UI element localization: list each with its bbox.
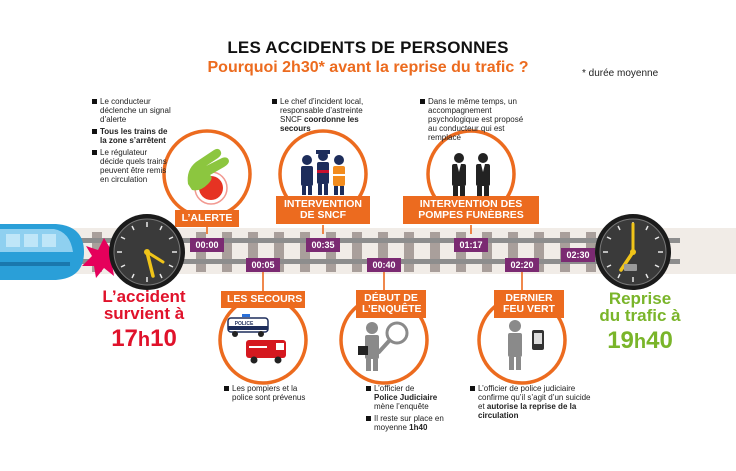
sncf-note: Le chef d’incident local, responsable d’astreinte SNCF coordonne les secours	[272, 97, 370, 133]
end-text	[580, 290, 700, 357]
end-time: 19h40	[607, 327, 673, 354]
page-title: LES ACCIDENTS DE PERSONNES	[227, 38, 509, 57]
step-alerte-label: L’ALERTE	[175, 210, 239, 227]
train-icon	[0, 224, 84, 280]
time-tag: 01:17	[454, 238, 488, 252]
sncf-notes	[272, 97, 370, 136]
pompes-notes	[420, 97, 530, 145]
start-line-1: L’accident	[102, 287, 186, 306]
secours-note: Les pompiers et la police sont prévenus	[224, 384, 316, 402]
step-feu-label: DERNIER FEU VERT	[494, 290, 564, 318]
start-line-2: survient à	[103, 304, 185, 323]
enquete-notes	[366, 384, 444, 435]
step-secours-label: LES SECOURS	[221, 291, 305, 308]
time-tag: 00:00	[190, 238, 224, 252]
pompes-note: Dans le même temps, un accompagnement psychologique est proposé au conducteur qui est remplacé	[420, 97, 530, 142]
feu-note: L’officier de police judiciaire confirme qu’il s’agit d’un suicide et autorise la reprise de la circulation	[470, 384, 598, 420]
footnote: * durée moyenne	[582, 68, 659, 79]
start-text	[86, 288, 202, 355]
enquete-note-2: Il reste sur place en moyenne 1h40	[366, 414, 444, 432]
time-tag: 02:30	[561, 248, 595, 262]
time-tag: 02:20	[505, 258, 539, 272]
step-sncf-label: INTERVENTION DE SNCF	[276, 196, 370, 224]
time-tag: 00:40	[367, 258, 401, 272]
step-enquete-label: DÉBUT DE L’ENQUÊTE	[356, 290, 426, 318]
end-line-1: Reprise	[608, 289, 672, 308]
time-tag: 00:05	[246, 258, 280, 272]
feu-notes	[470, 384, 598, 423]
enquete-note-1: L’officier de Police Judiciaire mène l’enquête	[366, 384, 444, 411]
end-clock-icon	[595, 214, 671, 290]
end-line-2: du trafic à	[599, 306, 681, 325]
police-car-label: POLICE	[234, 321, 254, 327]
secours-notes	[224, 384, 316, 405]
page-subtitle: Pourquoi 2h30* avant la reprise du trafic ?	[207, 59, 529, 76]
alerte-note-1: Le conducteur déclenche un signal d’alerte	[92, 97, 172, 124]
step-pompes-label: INTERVENTION DES POMPES FUNÈBRES	[403, 196, 539, 224]
alerte-note-2: Tous les trains de la zone s’arrêtent	[92, 127, 172, 145]
alerte-note-3: Le régulateur décide quels trains peuvent être remis en circulation	[92, 148, 172, 184]
start-clock-icon	[109, 214, 185, 290]
start-time: 17h10	[111, 325, 177, 352]
time-tag: 00:35	[306, 238, 340, 252]
alerte-notes	[92, 97, 172, 187]
